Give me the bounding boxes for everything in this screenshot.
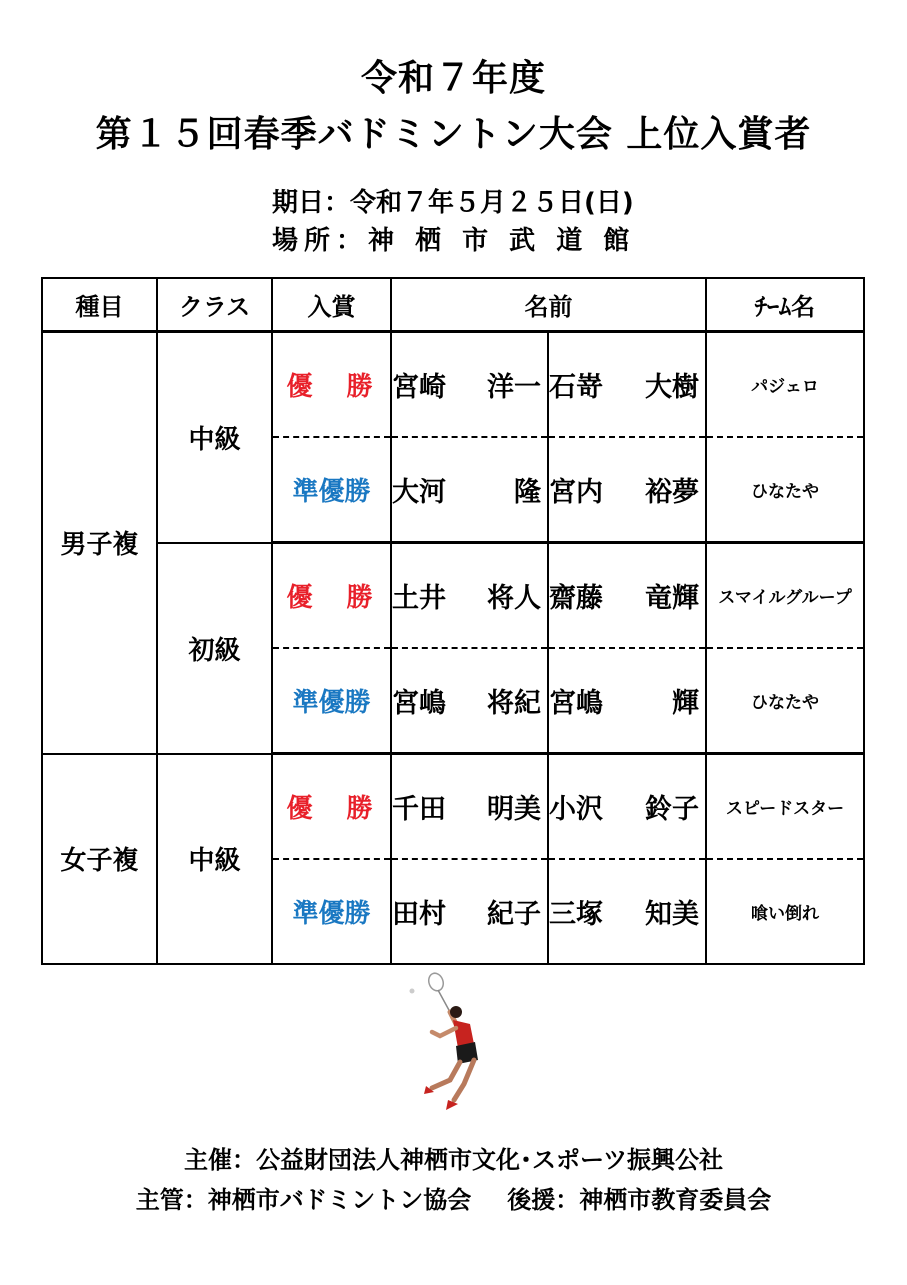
team-name: ひなたや: [706, 437, 864, 543]
given-name: 竜輝: [645, 583, 699, 614]
surname: 千田: [392, 794, 446, 825]
given-name: 裕夢: [645, 477, 699, 508]
page-title: 第１５回春季バドミントン大会 上位入賞者: [95, 114, 812, 155]
class-intermediate: 中級: [157, 754, 272, 965]
results-table: [41, 277, 865, 965]
player-name: [391, 437, 548, 543]
given-name: 将紀: [487, 688, 541, 719]
surname: 田村: [392, 899, 446, 930]
player-name: [391, 859, 548, 964]
date-value: 令和７年５月２５日(日): [350, 188, 634, 218]
award-runner-up: 準優勝: [272, 859, 391, 964]
given-name: 洋一: [487, 372, 541, 403]
player-name: [391, 754, 548, 860]
class-intermediate: 中級: [157, 332, 272, 543]
column-header-award: 入賞: [272, 278, 391, 332]
table-row: [42, 543, 864, 649]
surname: 宮内: [549, 477, 603, 508]
event-place: [272, 220, 635, 257]
given-name: 将人: [487, 583, 541, 614]
column-header-name: 名前: [391, 278, 706, 332]
given-name: 紀子: [487, 899, 541, 930]
manager-text: 主管：神栖市バドミントン協会: [135, 1186, 472, 1214]
table-row: [42, 332, 864, 438]
team-name: ひなたや: [706, 648, 864, 754]
surname: 土井: [392, 583, 446, 614]
surname: 石嵜: [549, 372, 603, 403]
player-name: [548, 648, 706, 754]
event-date: [272, 182, 634, 219]
given-name: 隆: [514, 477, 541, 508]
award-runner-up: 準優勝: [272, 437, 391, 543]
column-header-class: クラス: [157, 278, 272, 332]
award-winner: 優 勝: [272, 332, 391, 438]
award-winner: 優 勝: [272, 543, 391, 649]
award-runner-up: 準優勝: [272, 648, 391, 754]
surname: 宮嶋: [549, 688, 603, 719]
surname: 大河: [392, 477, 446, 508]
date-label: 期日：: [272, 188, 351, 218]
column-header-team: ﾁｰﾑ名: [706, 278, 864, 332]
given-name: 鈴子: [645, 794, 699, 825]
surname: 宮崎: [392, 372, 446, 403]
team-name: スマイルグループ: [706, 543, 864, 649]
table-header-row: [42, 278, 864, 332]
surname: 小沢: [549, 794, 603, 825]
supporter-text: 後援：神栖市教育委員会: [507, 1186, 772, 1214]
player-name: [391, 648, 548, 754]
player-name: [391, 543, 548, 649]
given-name: 大樹: [645, 372, 699, 403]
player-name: [548, 437, 706, 543]
player-name: [548, 543, 706, 649]
player-name: [548, 859, 706, 964]
player-name: [548, 754, 706, 860]
category-womens-doubles: 女子複: [42, 754, 157, 965]
surname: 宮嶋: [392, 688, 446, 719]
place-value: 神 栖 市 武 道 館: [368, 226, 636, 256]
category-mens-doubles: 男子複: [42, 332, 157, 754]
player-name: [391, 332, 548, 438]
place-label: 場所：: [272, 226, 369, 256]
given-name: 輝: [672, 688, 699, 719]
badminton-player-icon: [398, 972, 488, 1117]
team-name: 喰い倒れ: [706, 859, 864, 964]
sponsor-line: [0, 1180, 907, 1215]
table-row: [42, 754, 864, 860]
player-name: [548, 332, 706, 438]
surname: 齋藤: [549, 583, 603, 614]
award-winner: 優 勝: [272, 754, 391, 860]
team-name: スピードスター: [706, 754, 864, 860]
column-header-event: 種目: [42, 278, 157, 332]
team-name: パジェロ: [706, 332, 864, 438]
class-beginner: 初級: [157, 543, 272, 754]
title-year: 令和７年度: [360, 58, 546, 99]
given-name: 明美: [487, 794, 541, 825]
given-name: 知美: [645, 899, 699, 930]
organizer-line: 主催：公益財団法人神栖市文化･スポーツ振興公社: [183, 1146, 724, 1174]
surname: 三塚: [549, 899, 603, 930]
